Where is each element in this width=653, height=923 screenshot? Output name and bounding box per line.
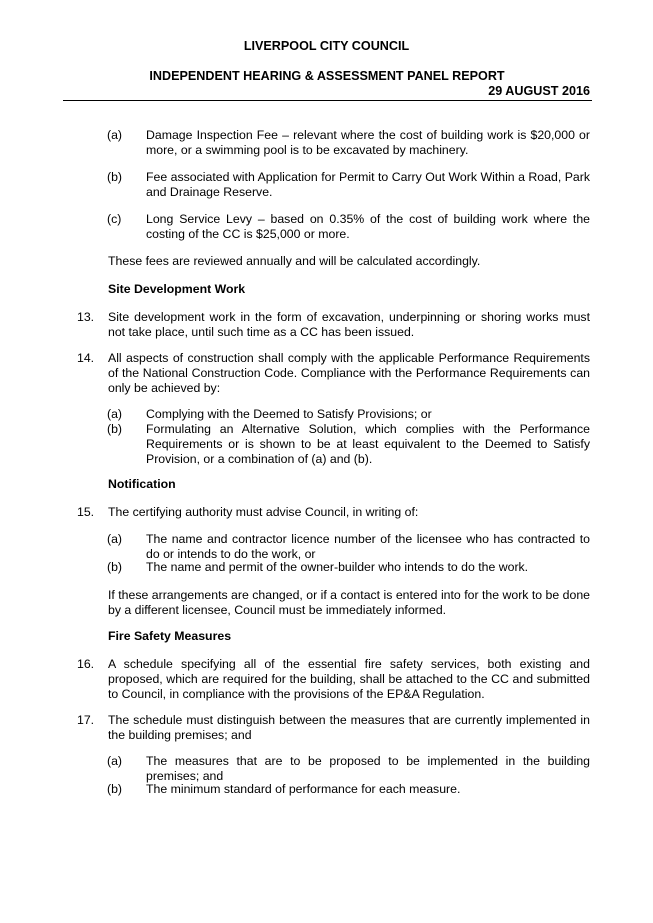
- condition-text-16: A schedule specifying all of the essential fire safety services, both existing and proposed, which are required for the building, shall be attached to the CC and submitted to Council, in compliance with the provisions of the EP&A Regulation.: [108, 657, 590, 702]
- c17-item-text-a: The measures that are to be proposed to be implemented in the building premises; and: [146, 754, 590, 784]
- fees-note: These fees are reviewed annually and will be calculated accordingly.: [108, 254, 481, 268]
- c14-item-text-a: Complying with the Deemed to Satisfy Provisions; or: [146, 407, 432, 421]
- c14-item-label-b: (b): [107, 422, 123, 436]
- condition-number-17: 17.: [77, 713, 95, 727]
- c14-item-label-a: (a): [107, 407, 123, 421]
- heading-site-development: Site Development Work: [108, 282, 246, 296]
- condition-text-13: Site development work in the form of excavation, underpinning or shoring works must not take place, until such time as a CC has been issued.: [108, 310, 590, 340]
- notification-note: If these arrangements are changed, or if a contact is entered into for the work to be done by a different licensee, Council must be immediately informed.: [108, 588, 590, 618]
- fee-label-c: (c): [107, 212, 122, 226]
- fee-text-a: Damage Inspection Fee – relevant where the cost of building work is $20,000 or more, or a swimming pool is to be excavated by machinery.: [146, 128, 590, 158]
- report-title: INDEPENDENT HEARING & ASSESSMENT PANEL REPORT: [149, 69, 505, 83]
- c17-item-label-b: (b): [107, 782, 123, 796]
- council-name: LIVERPOOL CITY COUNCIL: [243, 39, 410, 53]
- condition-text-17: The schedule must distinguish between the measures that are currently implemented in the building premises; and: [108, 713, 590, 743]
- condition-text-14: All aspects of construction shall comply with the applicable Performance Requirements of the National Construction Code. Compliance with the Performance Requirements can only be achieved by:: [108, 351, 590, 396]
- c15-item-label-b: (b): [107, 560, 123, 574]
- condition-number-14: 14.: [77, 351, 95, 365]
- condition-number-16: 16.: [77, 657, 95, 671]
- c14-item-text-b: Formulating an Alternative Solution, which complies with the Performance Requirements or is shown to be at least equivalent to the Deemed to Satisfy Provision, or a combination of (a) and (b).: [146, 422, 590, 467]
- report-date: 29 AUGUST 2016: [488, 84, 590, 98]
- c15-item-label-a: (a): [107, 532, 123, 546]
- fee-label-b: (b): [107, 170, 123, 184]
- heading-fire-safety: Fire Safety Measures: [108, 629, 232, 643]
- heading-notification: Notification: [108, 477, 176, 491]
- c15-item-text-a: The name and contractor licence number of the licensee who has contracted to do or intends to do the work, or: [146, 532, 590, 562]
- fee-text-b: Fee associated with Application for Permit to Carry Out Work Within a Road, Park and Drainage Reserve.: [146, 170, 590, 200]
- header-divider: [63, 100, 592, 101]
- c15-item-text-b: The name and permit of the owner-builder who intends to do the work.: [146, 560, 529, 574]
- condition-text-15: The certifying authority must advise Council, in writing of:: [108, 505, 419, 519]
- fee-label-a: (a): [107, 128, 123, 142]
- fee-text-c: Long Service Levy – based on 0.35% of the cost of building work where the costing of the CC is $25,000 or more.: [146, 212, 590, 242]
- condition-number-13: 13.: [77, 310, 95, 324]
- condition-number-15: 15.: [77, 505, 95, 519]
- c17-item-text-b: The minimum standard of performance for each measure.: [146, 782, 461, 796]
- c17-item-label-a: (a): [107, 754, 123, 768]
